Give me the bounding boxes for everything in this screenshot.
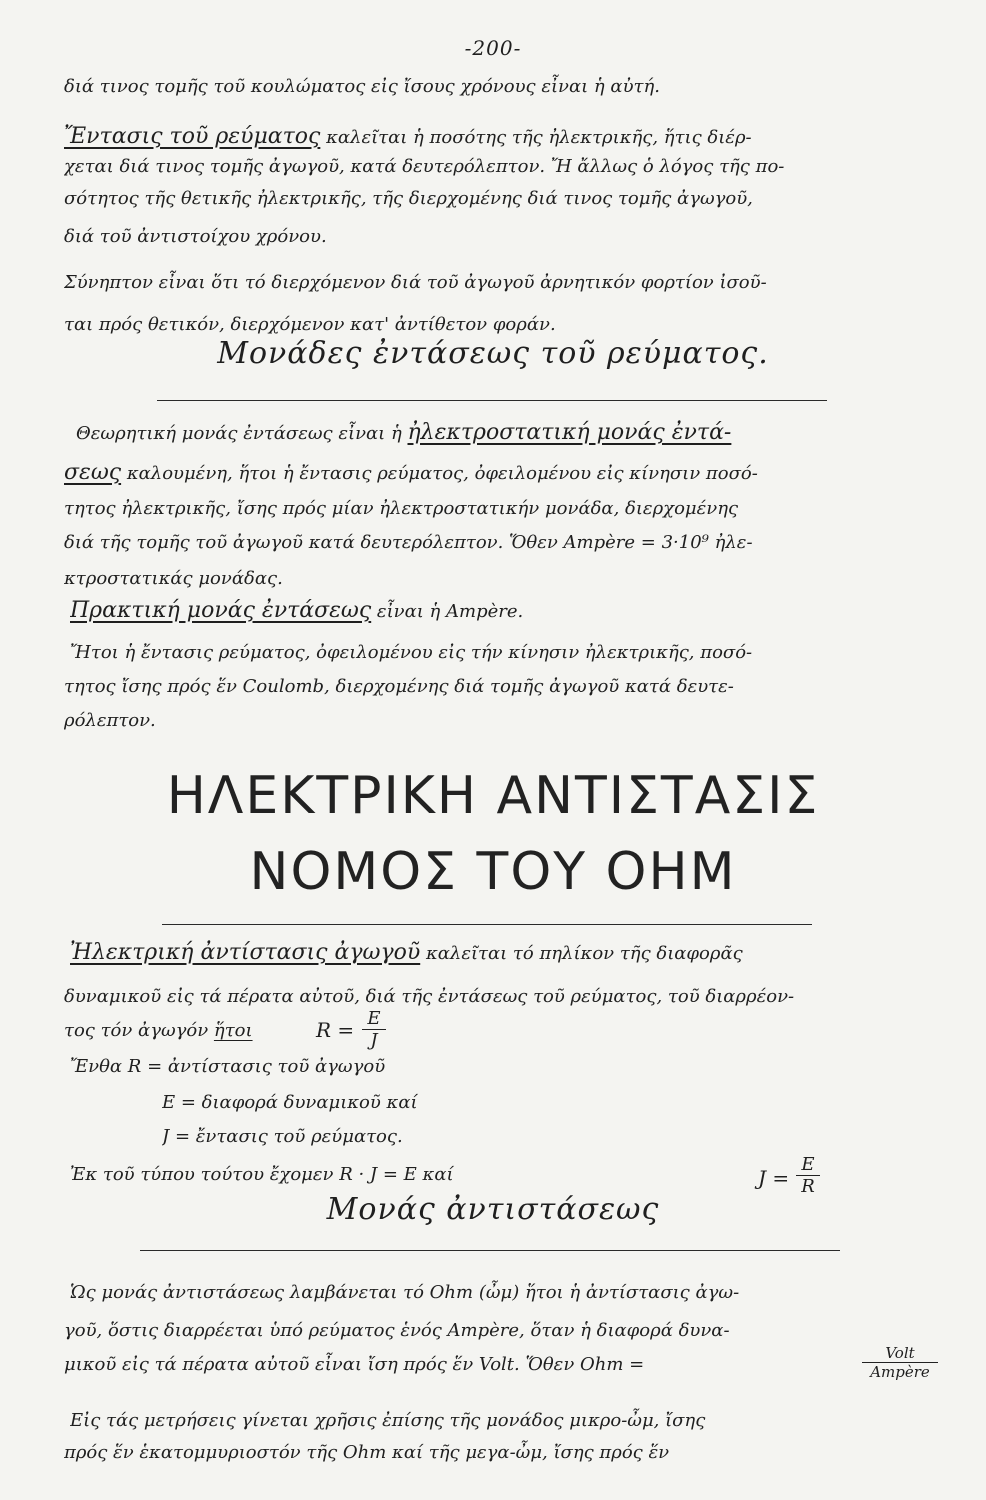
text-line: Ἤτοι ἡ ἔντασις ρεύματος, ὀφειλομένου εἰς τήν κίνησιν ἠλεκτρικῆς, ποσό- (70, 642, 753, 663)
chapter-title: ΗΛΕΚΤΡΙΚΗ ΑΝΤΙΣΤΑΣΙΣ (166, 766, 820, 826)
text-line: Ὡς μονάς ἀντιστάσεως λαμβάνεται τό Ohm (ὦμ) ἥτοι ἡ ἀντίστασις ἀγω- (70, 1282, 740, 1303)
text-line: Ἔνθα R = ἀντίστασις τοῦ ἀγωγοῦ (70, 1056, 386, 1077)
text-line: κτροστατικάς μονάδας. (64, 568, 283, 589)
text-line: τητος ἠλεκτρικῆς, ἴσης πρός μίαν ἠλεκτροστατικήν μονάδα, διερχομένης (64, 498, 739, 519)
term-electrostatic-unit: ἠλεκτροστατική μονάς ἐντά- (407, 420, 732, 445)
term-electrostatic-unit-cont: σεως (64, 460, 122, 485)
text-line: Εἰς τάς μετρήσεις γίνεται χρῆσις ἐπίσης τῆς μονάδος μικρο-ὦμ, ἴσης (70, 1410, 706, 1431)
fraction-numerator: E (796, 1154, 820, 1176)
text-fragment: καλεῖται ἡ ποσότης τῆς ἠλεκτρικῆς, ἥτις διέρ- (326, 127, 752, 148)
term-current-intensity: Ἔντασις τοῦ ρεύματος (64, 124, 321, 149)
text-line (76, 420, 944, 447)
text-fragment: καλουμένη, ἥτοι ἡ ἔντασις ρεύματος, ὀφειλομένου εἰς κίνησιν ποσό- (126, 463, 758, 484)
text-line: μικοῦ εἰς τά πέρατα αὐτοῦ εἶναι ἴση πρός ἕν Volt. Ὅθεν Ohm = (64, 1354, 645, 1375)
formula-current-lhs: J = (758, 1166, 790, 1190)
text-fragment: καλεῖται τό πηλίκον τῆς διαφορᾶς (425, 943, 743, 964)
page-number: -200- (464, 36, 522, 60)
text-line (64, 1018, 932, 1044)
fraction-denominator: R (801, 1176, 815, 1197)
text-line: χεται διά τινος τομῆς ἀγωγοῦ, κατά δευτερόλεπτον. Ἤ ἄλλως ὁ λόγος τῆς πο- (64, 156, 785, 177)
text-line: σότητος τῆς θετικῆς ἠλεκτρικῆς, τῆς διερχομένης διά τινος τομῆς ἀγωγοῦ, (64, 188, 753, 209)
ohm-fraction (862, 1344, 938, 1381)
text-line: δυναμικοῦ εἰς τά πέρατα αὐτοῦ, διά τῆς ἐντάσεως τοῦ ρεύματος, τοῦ διαρρέον- (64, 986, 795, 1007)
heading-rule (140, 1250, 840, 1251)
text-line: Ἐκ τοῦ τύπου τούτου ἔχομεν R · J = E καί (70, 1164, 454, 1185)
section-heading: Μονάδες ἐντάσεως τοῦ ρεύματος. (217, 336, 769, 371)
text-line: διά τῆς τομῆς τοῦ ἀγωγοῦ κατά δευτερόλεπτον. Ὅθεν Ampère = 3·10⁹ ἠλε- (64, 532, 753, 553)
text-line: J = ἔντασις τοῦ ρεύματος. (162, 1126, 403, 1147)
text-line (70, 940, 938, 967)
text-line: πρός ἕν ἑκατομμυριοστόν τῆς Ohm καί τῆς μεγα-ὦμ, ἴσης πρός ἕν (64, 1442, 670, 1463)
chapter-subtitle: ΝΟΜΟΣ ΤΟΥ ΟΗΜ (249, 842, 737, 902)
term-practical-unit: Πρακτική μονάς ἐντάσεως (70, 598, 372, 623)
heading-rule (157, 400, 827, 401)
text-line: Σύνηπτον εἶναι ὅτι τό διερχόμενον διά τοῦ ἀγωγοῦ ἀρνητικόν φορτίον ἰσοῦ- (64, 272, 767, 293)
fraction-denominator: Ampère (870, 1363, 930, 1381)
formula-resistance-lhs: R = (316, 1018, 355, 1042)
fraction-denominator: J (370, 1030, 378, 1051)
text-line (70, 598, 938, 625)
fraction-numerator: Volt (862, 1344, 938, 1363)
formula-current-fraction (796, 1154, 820, 1197)
text-fragment: εἶναι ἡ Ampère. (376, 601, 524, 622)
text-fragment: Θεωρητική μονάς ἐντάσεως εἶναι ἡ (76, 423, 402, 444)
text-fragment-underlined: ἥτοι (213, 1020, 253, 1041)
term-electrical-resistance: Ἠλεκτρική ἀντίστασις ἀγωγοῦ (70, 940, 421, 965)
text-line: ρόλεπτον. (64, 710, 156, 731)
section-rule (162, 924, 812, 925)
text-line: τητος ἴσης πρός ἕν Coulomb, διερχομένης διά τομῆς ἀγωγοῦ κατά δευτε- (64, 676, 734, 697)
text-line: διά τοῦ ἀντιστοίχου χρόνου. (64, 226, 327, 247)
text-line (64, 124, 932, 151)
text-line: διά τινος τομῆς τοῦ κουλώματος εἰς ἴσους χρόνους εἶναι ἡ αὐτή. (64, 76, 660, 97)
text-line: ται πρός θετικόν, διερχόμενον κατ' ἀντίθετον φοράν. (64, 314, 556, 335)
formula-resistance-fraction (362, 1008, 386, 1051)
text-line (64, 460, 932, 487)
section-heading: Μονάς ἀντιστάσεως (326, 1192, 660, 1227)
text-line: E = διαφορά δυναμικοῦ καί (162, 1092, 418, 1113)
text-fragment: τος τόν ἀγωγόν (64, 1020, 209, 1041)
fraction-numerator: E (362, 1008, 386, 1030)
text-line: γοῦ, ὅστις διαρρέεται ὑπό ρεύματος ἑνός Ampère, ὅταν ἡ διαφορά δυνα- (64, 1320, 730, 1341)
